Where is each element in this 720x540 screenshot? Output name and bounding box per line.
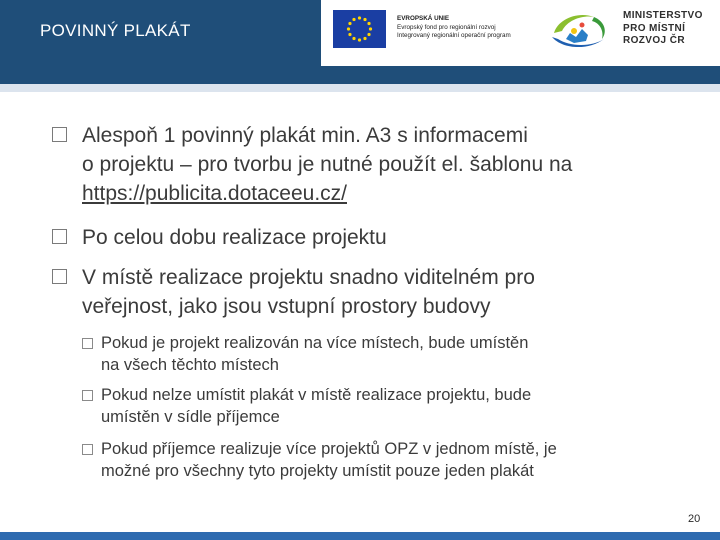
- eu-logo-line1: EVROPSKÁ UNIE: [397, 15, 450, 22]
- mmr-logo-icon: [548, 9, 610, 51]
- sub-bullet-3-line1: Pokud příjemce realizuje více projektů OPZ v jednom místě, je: [101, 440, 557, 458]
- bullet-1: [52, 121, 672, 208]
- eu-star-icon: [367, 33, 370, 36]
- checkbox-sub-bullet-icon: [82, 390, 93, 401]
- checkbox-bullet-icon: [52, 127, 67, 142]
- eu-logo-line3: Integrovaný regionální operační program: [397, 32, 511, 39]
- page-number: 20: [688, 513, 701, 525]
- bullet-3-line1: V místě realizace projektu snadno viditelném pro: [82, 266, 535, 289]
- eu-star-icon: [363, 18, 366, 21]
- eu-logo-text: [397, 15, 547, 41]
- bullet-1-line1: Alespoň 1 povinný plakát min. A3 s informacemi: [82, 124, 528, 147]
- checkbox-bullet-icon: [52, 269, 67, 284]
- checkbox-bullet-icon: [52, 229, 67, 244]
- checkbox-sub-bullet-icon: [82, 338, 93, 349]
- eu-logo-line2: Evropský fond pro regionální rozvoj: [397, 23, 496, 31]
- sub-bullet-3: [82, 438, 682, 482]
- checkbox-sub-bullet-icon: [82, 444, 93, 455]
- eu-star-icon: [358, 16, 361, 19]
- eu-star-icon: [369, 27, 372, 30]
- sub-bullet-1: [82, 332, 682, 376]
- mmr-logo-line3: ROZVOJ ČR: [623, 35, 685, 46]
- eu-star-icon: [358, 38, 361, 41]
- logo-strip: [321, 0, 720, 66]
- sub-bullet-2-line2: umístěn v sídle příjemce: [101, 408, 280, 426]
- eu-star-icon: [347, 27, 350, 30]
- bullet-1-line2: o projektu – pro tvorbu je nutné použít el. šablonu na: [82, 153, 573, 176]
- bullet-3: [52, 263, 672, 321]
- publicita-link[interactable]: https://publicita.dotaceeu.cz/: [82, 182, 347, 205]
- eu-star-icon: [363, 37, 366, 40]
- eu-star-icon: [348, 22, 351, 25]
- eu-star-icon: [352, 37, 355, 40]
- eu-flag-icon: [333, 10, 386, 48]
- slide-title: POVINNÝ PLAKÁT: [40, 21, 191, 40]
- header-divider-band: [0, 84, 720, 92]
- eu-star-icon: [352, 18, 355, 21]
- sub-bullet-1-line1: Pokud je projekt realizován na více místech, bude umístěn: [101, 334, 529, 352]
- mmr-logo-text: [623, 10, 713, 48]
- bullet-3-line2: veřejnost, jako jsou vstupní prostory budovy: [82, 295, 491, 318]
- bottom-accent-bar: [0, 532, 720, 540]
- mmr-logo-line1: MINISTERSTVO: [623, 10, 703, 21]
- bullet-2-line1: Po celou dobu realizace projektu: [82, 226, 387, 249]
- bullet-2: [52, 223, 672, 252]
- sub-bullet-2-line1: Pokud nelze umístit plakát v místě realizace projektu, bude: [101, 386, 532, 404]
- sub-bullet-2: [82, 384, 682, 428]
- eu-star-icon: [367, 22, 370, 25]
- sub-bullet-3-line2: možné pro všechny tyto projekty umístit pouze jeden plakát: [101, 462, 534, 480]
- eu-star-icon: [348, 33, 351, 36]
- mmr-logo-line2: PRO MÍSTNÍ: [623, 22, 686, 34]
- sub-bullet-1-line2: na všech těchto místech: [101, 356, 279, 374]
